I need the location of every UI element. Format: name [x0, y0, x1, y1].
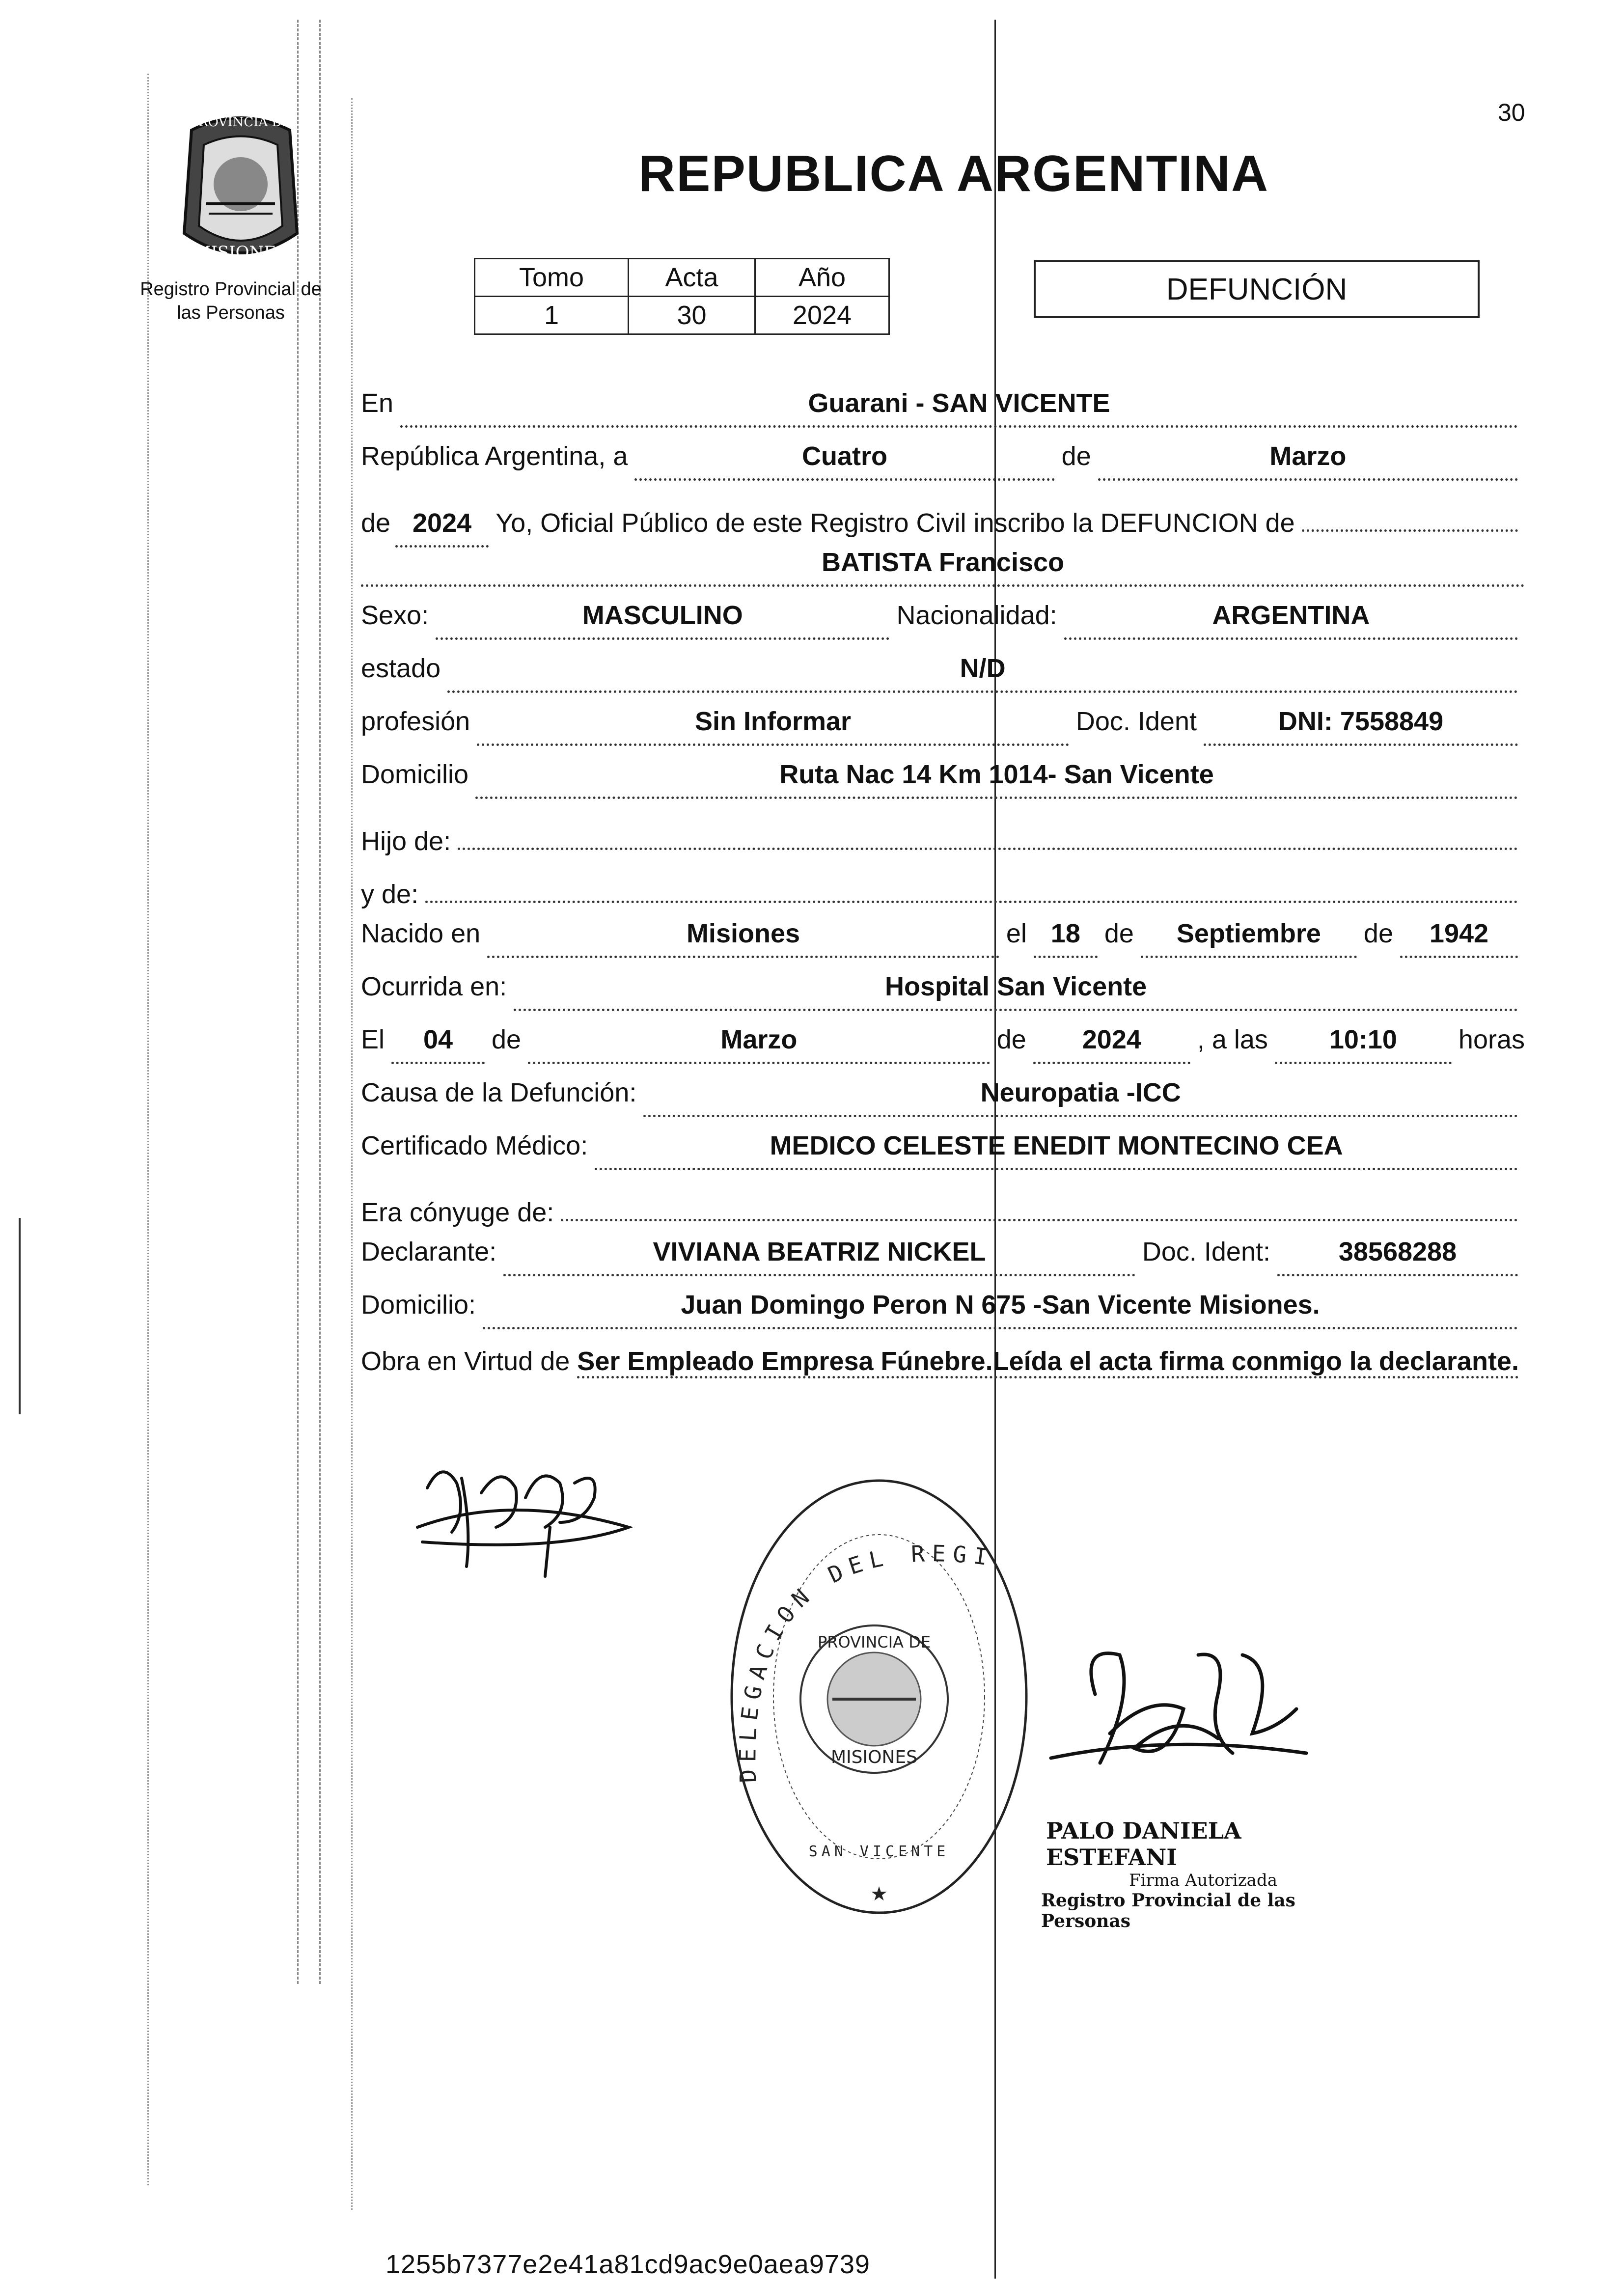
declarant-signature [413, 1454, 648, 1589]
field-dia-letras: Cuatro [634, 441, 1054, 481]
field-lugar: Guarani - SAN VICENTE [400, 388, 1518, 428]
field-ocurrida-en: Hospital San Vicente [514, 971, 1518, 1011]
registry-line-1: Registro Provincial de [140, 279, 322, 300]
field-def-hora: 10:10 [1275, 1024, 1452, 1064]
label-nacionalidad: Nacionalidad: [896, 601, 1057, 630]
label-y-de: y de: [361, 880, 419, 909]
field-estado: N/D [447, 653, 1518, 693]
margin-line [351, 98, 353, 2210]
label-el: el [1006, 919, 1027, 948]
label-doc-ident-declarante: Doc. Ident: [1142, 1237, 1270, 1266]
margin-line [147, 74, 149, 2185]
row-profesion [361, 706, 1525, 750]
tomo-label: Tomo [475, 259, 629, 297]
row-causa [361, 1077, 1525, 1122]
anio-value: 2024 [755, 297, 889, 334]
label-de: de [361, 508, 391, 538]
seal-bottom-text: MISIONES [193, 243, 288, 262]
label-yo-text: Yo, Oficial Público de este Registro Civil inscribo la DEFUNCION de [495, 508, 1295, 538]
row-sexo [361, 600, 1525, 644]
field-nac-dia: 18 [1034, 918, 1098, 958]
document-hash: 1255b7377e2e41a81cd9ac9e0aea9739 [385, 2250, 870, 2279]
label-causa: Causa de la Defunción: [361, 1078, 637, 1107]
tomo-value: 1 [475, 297, 629, 334]
field-documento: DNI: 7558849 [1204, 706, 1518, 746]
field-def-dia: 04 [391, 1024, 485, 1064]
label-en: En [361, 388, 394, 418]
star-icon: ★ [870, 1883, 888, 1905]
label-hijo-de: Hijo de: [361, 826, 451, 856]
label-a-las: , a las [1197, 1025, 1268, 1054]
page-title: REPUBLICA ARGENTINA [638, 145, 1269, 202]
acta-label: Acta [629, 259, 755, 297]
row-certificado [361, 1130, 1525, 1175]
label-de: de [492, 1025, 522, 1054]
label-declarante: Declarante: [361, 1237, 497, 1266]
stamp-inner-top: PROVINCIA DE [817, 1633, 931, 1651]
document-type: DEFUNCIÓN [1034, 260, 1480, 318]
label-nacido-en: Nacido en [361, 919, 481, 948]
row-fecha [361, 441, 1525, 485]
field-causa: Neuropatia -ICC [643, 1077, 1518, 1117]
field-certificado: MEDICO CELESTE ENEDIT MONTECINO CEA [595, 1130, 1518, 1170]
field-anio: 2024 [395, 508, 489, 548]
field-sexo: MASCULINO [436, 600, 889, 640]
signer-org: Registro Provincial de las Personas [1041, 1890, 1295, 1931]
field-conyuge [561, 1183, 1518, 1221]
label-de: de [1363, 919, 1393, 948]
row-estado [361, 653, 1525, 697]
field-def-anio: 2024 [1033, 1024, 1190, 1064]
label-de: de [1104, 919, 1134, 948]
signer-title: Firma Autorizada [1129, 1871, 1277, 1890]
field-declarante-domicilio: Juan Domingo Peron N 675 -San Vicente Misiones. [483, 1290, 1518, 1329]
label-profesion: profesión [361, 707, 470, 736]
field-declarante: VIVIANA BEATRIZ NICKEL [503, 1237, 1135, 1276]
label-de: de [996, 1025, 1026, 1054]
stamp-inner-bottom: MISIONES [830, 1747, 918, 1767]
row-domicilio [361, 759, 1525, 803]
row-declarante [361, 1237, 1525, 1281]
field-y-de [425, 865, 1518, 903]
field-mes: Marzo [1098, 441, 1518, 481]
margin-line [19, 1218, 21, 1414]
registry-label [123, 277, 339, 325]
label-certificado: Certificado Médico: [361, 1131, 588, 1160]
field-def-mes: Marzo [528, 1024, 990, 1064]
signer-name: PALO DANIELA ESTEFANI [1046, 1817, 1241, 1871]
page-number: 30 [1498, 99, 1525, 126]
authorized-signature [1021, 1635, 1326, 1812]
death-record-form [361, 388, 1525, 1380]
reference-table [474, 258, 890, 335]
acta-value: 30 [629, 297, 755, 334]
label-ocurrida-en: Ocurrida en: [361, 972, 507, 1001]
label-domicilio: Domicilio [361, 760, 469, 789]
label-el-cap: El [361, 1025, 385, 1054]
label-de: de [1061, 441, 1091, 471]
label-doc-ident: Doc. Ident [1075, 707, 1197, 736]
authorized-signature-block [1021, 1635, 1365, 1931]
field-profesion: Sin Informar [477, 706, 1069, 746]
row-nacido [361, 918, 1525, 963]
field-nac-anio: 1942 [1400, 918, 1518, 958]
registry-stamp [722, 1468, 1036, 1925]
label-obra: Obra en Virtud de [361, 1347, 570, 1376]
row-y-de [361, 865, 1525, 909]
row-anio [361, 494, 1525, 538]
label-sexo: Sexo: [361, 601, 429, 630]
field-nacido-en: Misiones [487, 918, 999, 958]
row-fallecido [361, 547, 1525, 591]
label-conyuge: Era cónyuge de: [361, 1198, 554, 1227]
field-blank [1302, 494, 1518, 532]
row-obra-virtud [361, 1343, 1525, 1380]
field-fallecido: BATISTA Francisco [361, 547, 1525, 587]
seal-top-text: PROVINCIA DE [190, 115, 292, 130]
label-republica: República Argentina, a [361, 441, 628, 471]
stamp-bottom-text: SAN VICENTE [808, 1843, 950, 1860]
stamp-outer-text: DELEGACION DEL REGI [734, 1540, 996, 1784]
label-horas: horas [1458, 1025, 1525, 1054]
field-hijo-de [458, 812, 1518, 850]
registry-line-2: las Personas [177, 303, 285, 323]
row-fecha-defuncion [361, 1024, 1525, 1069]
field-domicilio: Ruta Nac 14 Km 1014- San Vicente [475, 759, 1518, 799]
row-ocurrida [361, 971, 1525, 1016]
row-conyuge [361, 1183, 1525, 1228]
row-domicilio-declarante [361, 1290, 1525, 1334]
row-lugar [361, 388, 1525, 432]
row-hijo-de [361, 812, 1525, 856]
field-nacionalidad: ARGENTINA [1064, 600, 1518, 640]
label-estado: estado [361, 654, 441, 683]
province-seal [162, 110, 319, 277]
field-obra-virtud: Ser Empleado Empresa Fúnebre.Leída el acta firma conmigo la declarante. [577, 1347, 1519, 1378]
label-domicilio-declarante: Domicilio: [361, 1290, 476, 1320]
field-declarante-doc: 38568288 [1277, 1237, 1518, 1276]
anio-label: Año [755, 259, 889, 297]
field-nac-mes: Septiembre [1141, 918, 1357, 958]
